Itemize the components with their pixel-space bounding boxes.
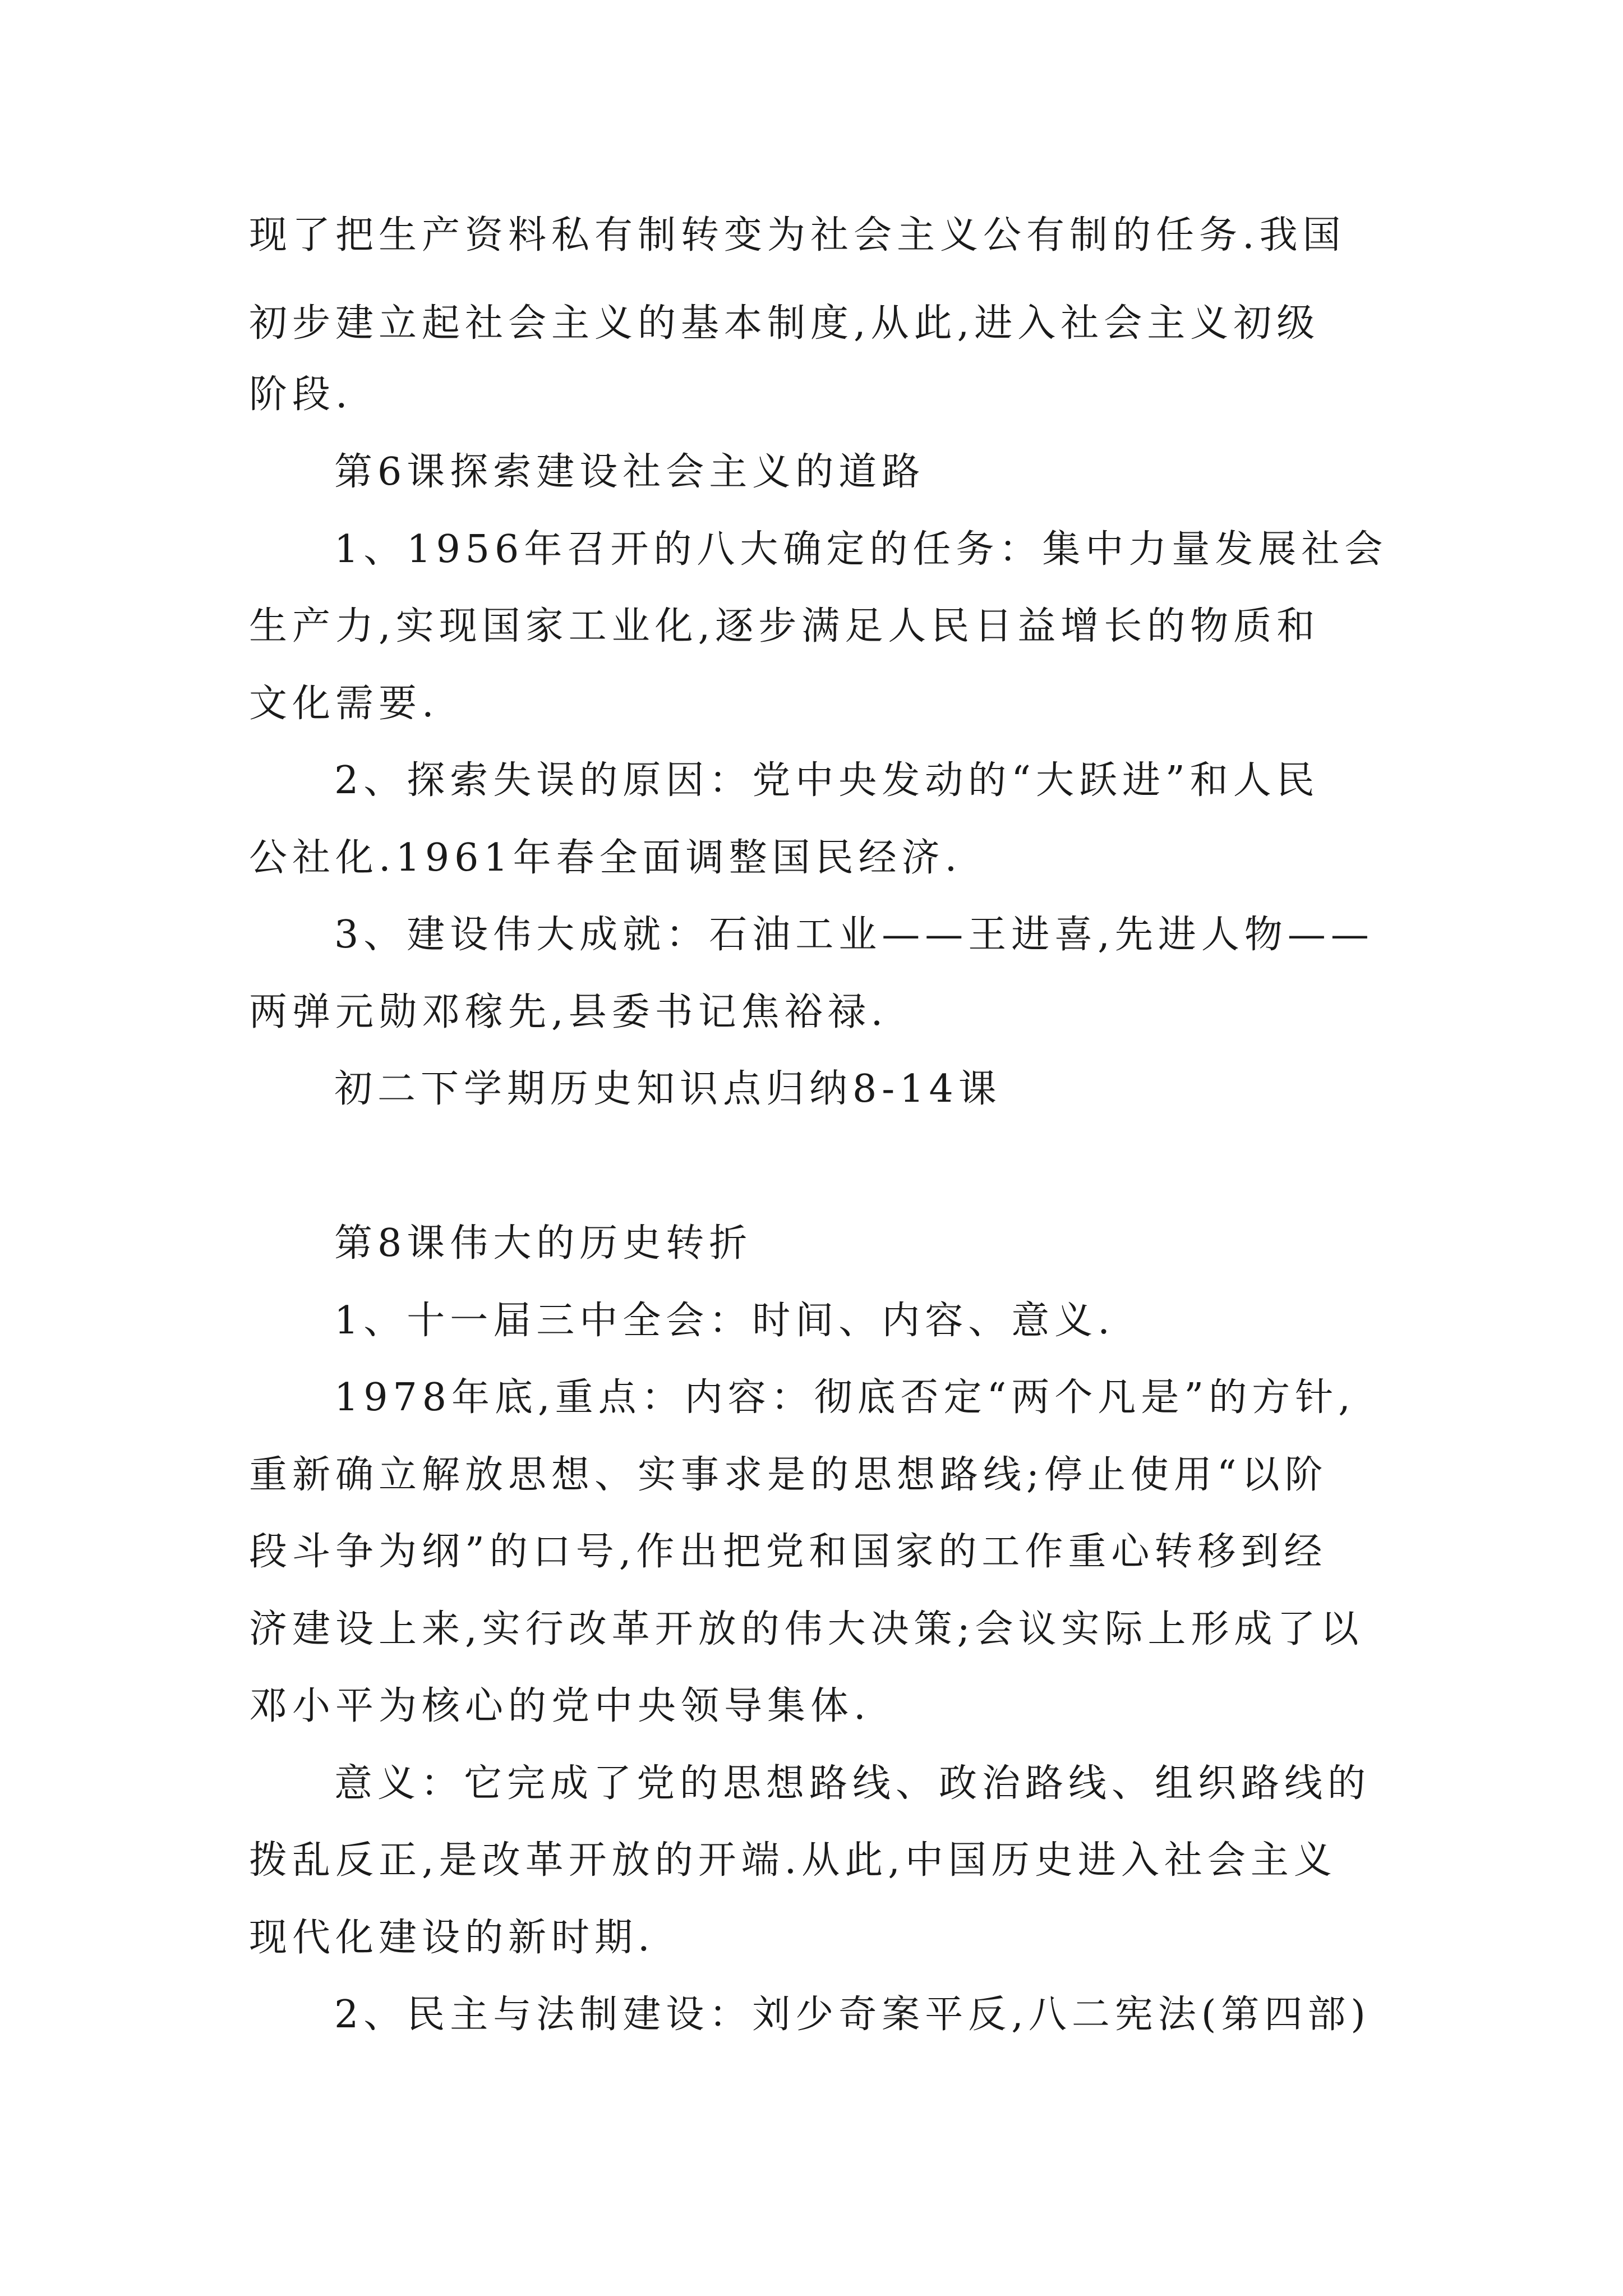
text-line: 2、探索失误的原因：党中央发动的“大跃进”和人民 xyxy=(334,758,1320,803)
text-line: 现代化建设的新时期. xyxy=(249,1916,655,1960)
text-line: 阶段. xyxy=(249,372,353,417)
text-line: 生产力,实现国家工业化,逐步满足人民日益增长的物质和 xyxy=(249,604,1320,648)
text-line: 拨乱反正,是改革开放的开端.从此,中国历史进入社会主义 xyxy=(249,1838,1337,1883)
text-line: 段斗争为纲”的口号,作出把党和国家的工作重心转移到经 xyxy=(249,1530,1327,1574)
text-line: 1、十一届三中全会：时间、内容、意义. xyxy=(334,1299,1115,1343)
text-line: 3、建设伟大成就：石油工业——王进喜,先进人物—— xyxy=(334,913,1374,957)
text-line: 1、1956年召开的八大确定的任务：集中力量发展社会 xyxy=(334,527,1388,572)
text-line: 济建设上来,实行改革开放的伟大决策;会议实际上形成了以 xyxy=(249,1607,1364,1651)
section-title: 初二下学期历史知识点归纳8-14课 xyxy=(334,1067,1002,1111)
text-line: 文化需要. xyxy=(249,682,439,726)
text-line: 公社化.1961年春全面调整国民经济. xyxy=(249,836,962,880)
text-line: 邓小平为核心的党中央领导集体. xyxy=(249,1684,871,1728)
lesson-heading: 第8课伟大的历史转折 xyxy=(334,1221,753,1266)
text-line: 初步建立起社会主义的基本制度,从此,进入社会主义初级 xyxy=(249,301,1320,346)
text-line: 意义：它完成了党的思想路线、政治路线、组织路线的 xyxy=(334,1761,1371,1806)
text-line: 现了把生产资料私有制转变为社会主义公有制的任务.我国 xyxy=(249,213,1346,257)
text-line: 1978年底,重点：内容：彻底否定“两个凡是”的方针, xyxy=(334,1375,1355,1420)
text-line: 两弹元勋邓稼先,县委书记焦裕禄. xyxy=(249,990,888,1034)
text-line: 重新确立解放思想、实事求是的思想路线;停止使用“以阶 xyxy=(249,1453,1328,1497)
lesson-heading: 第6课探索建设社会主义的道路 xyxy=(334,450,925,494)
text-line: 2、民主与法制建设：刘少奇案平反,八二宪法(第四部) xyxy=(334,1993,1371,2037)
